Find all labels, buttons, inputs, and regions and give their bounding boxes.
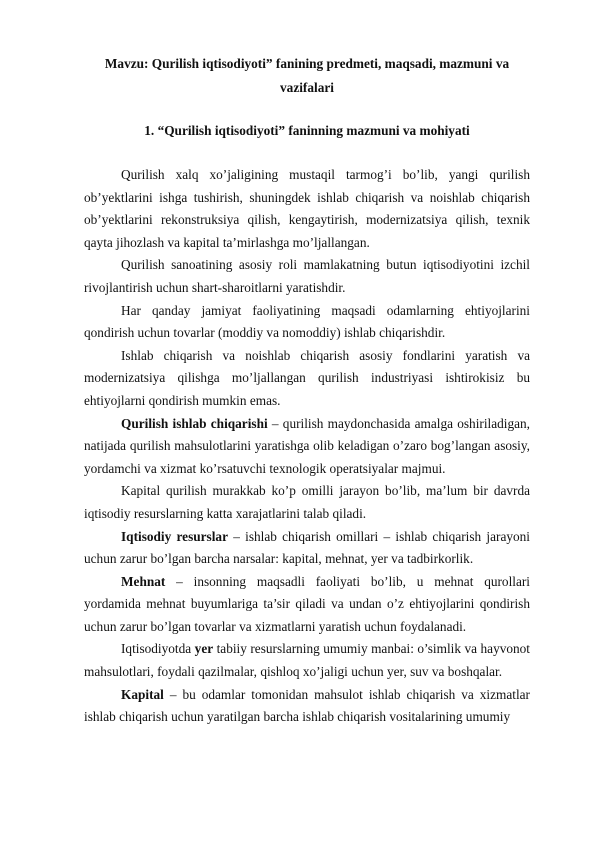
paragraph [84,526,530,571]
paragraph [84,413,530,481]
paragraph-text: Qurilish xalq xo’jaligining mustaqil tarmog’i bo’lib, yangi qurilish ob’yektlarini ishga tushirish, shuningdek ishlab chiqarish va noishlab chiqarish ob’yektlarini rekonstruksiya qilish, kengaytirish, modernizatsiya qilish, texnik qayta jihozlash va kapital ta’mirlashga mo’ljallangan. [84,167,530,250]
paragraph-text: Har qanday jamiyat faoliyatining maqsadi odamlarning ehtiyojlarini qondirish uchun tovarlar (moddiy va nomoddiy) ishlab chiqarishdir. [84,302,530,341]
paragraph-text: Ishlab chiqarish va noishlab chiqarish asosiy fondlarini yaratish va modernizatsiya qilishga mo’ljallangan qurilish industriyasi ishtirokisiz bu ehtiyojlarni qondirish mumkin emas. [84,347,530,408]
section-heading: 1. “Qurilish iqtisodiyoti” faninning mazmuni va mohiyati [144,123,470,138]
paragraph [84,480,530,525]
paragraph-text: – bu odamlar tomonidan mahsulot ishlab chiqarish va xizmatlar ishlab chiqarish uchun yaratilgan barcha ishlab chiqarish vositalarining umumiy [84,686,530,725]
paragraph-text: – qurilish maydonchasida amalga oshiriladigan, natijada qurilish mahsulotlarini yaratishga olib keladigan o’zaro bog’langan asosiy, yordamchi va xizmat ko’rsatuvchi texnologik operatsiyalar majmui. [84,415,530,476]
term-bold: Kapital [121,686,164,702]
paragraph-text: tabiiy resurslarning umumiy manbai: o’simlik va hayvonot mahsulotlari, foydali qazilmalar, qishloq xo’jaligi uchun yer, suv va boshqalar. [84,641,531,680]
paragraph-text: – ishlab chiqarish omillari – ishlab chiqarish jarayoni uchun zarur bo’lgan barcha narsalar: kapital, mehnat, yer va tadbirkorlik. [84,528,530,567]
paragraph-text: Iqtisodiyotda [121,641,195,657]
term-bold: Iqtisodiy resurslar [121,528,228,544]
paragraph [84,254,530,299]
paragraph-text: Kapital qurilish murakkab ko’p omilli jarayon bo’lib, ma’lum bir davrda iqtisodiy resurslarning katta xarajatlarini talab qiladi. [84,483,530,521]
paragraph-text: – insonning maqsadli faoliyati bo’lib, u mehnat qurollari yordamida mehnat buyumlariga ta’sir qiladi va undan o’z ehtiyojlarini qondirish uchun zarur bo’lgan tovarlar va xizmatlarni yaratish uchun foydalanadi. [84,573,530,634]
paragraph [84,164,530,254]
paragraph [84,684,530,729]
document-page [84,52,530,729]
term-bold: Mehnat [121,573,166,589]
document-title: Mavzu: Qurilish iqtisodiyoti” fanining predmeti, maqsadi, mazmuni va vazifalari [104,56,510,95]
paragraph [84,571,530,639]
paragraph [84,300,530,345]
paragraph [84,345,530,413]
term-bold: Qurilish ishlab chiqarishi [121,415,268,431]
paragraph [84,638,530,683]
term-bold: yer [194,641,214,657]
paragraph-text: Qurilish sanoatining asosiy roli mamlakatning butun iqtisodiyotini izchil rivojlantirish uchun shart-sharoitlarni yaratishdir. [84,257,530,295]
